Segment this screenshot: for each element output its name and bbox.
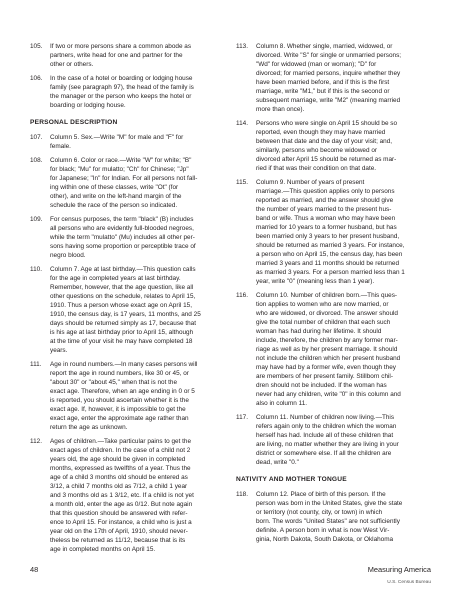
paragraph-text: Column 12. Place of birth of this person. If the person was born in the United States, give the state or territory (not county, city, or town) in which born. The words "United States" are not sufficiently definite. A person born in what is now West Vir- ginia, North Dakota, South Dakota, or Oklahoma	[256, 491, 403, 543]
paragraph-number: 118.	[236, 491, 248, 498]
paragraph-112	[30, 437, 225, 554]
paragraph-text: Column 9. Number of years of present marriage.—This question applies only to persons reported as married, and the answer should give the number of years married to the present hus- band or wife. Thus a woman who may have been married for 10 years to a former husband, but has been married only 3 years to her present husband, should be returned as married 3 years. For instance, a person who on April 15, the census day, has been married 3 years and 11 months should be returned as married 3 years. For a person married less than 1 year, write "0" (meaning less than 1 year).	[256, 179, 405, 285]
paragraph-text: Persons who were single on April 15 should be so reported, even though they may have married between that date and the day of your visit; and, similarly, persons who become widowed or divorced after April 15 should be returned as mar- ried if that was their condition on that date.	[256, 120, 398, 172]
right-column	[236, 42, 431, 549]
paragraph-number: 113.	[236, 43, 248, 50]
paragraph-115	[236, 178, 431, 286]
paragraph-text: Column 5. Sex.—Write "M" for male and "F" for female.	[50, 134, 184, 150]
paragraph-text: If two or more persons share a common abode as partners, write head for one and partner for the other or others.	[50, 43, 192, 68]
paragraph-105	[30, 42, 225, 69]
paragraph-106	[30, 74, 225, 110]
paragraph-number: 115.	[236, 179, 248, 186]
paragraph-number: 117.	[236, 414, 248, 421]
paragraph-text: In the case of a hotel or boarding or lodging house family (see paragraph 97), the head of the family is the manager or the person who keeps the hotel or boarding or lodging house.	[50, 75, 194, 109]
paragraph-text: Column 7. Age at last birthday.—This question calls for the age in completed years at last birthday. Remember, however, that the age question, like all other questions on the schedule, relates to April 15, 1910. Thus a person whose exact age on April 15, 1910, the census day, is 17 years, 11 months, and 25 days should be returned simply as 17, because that is his age at last birthday prior to April 15, although at the time of your visit he may have completed 18 years.	[50, 266, 201, 354]
paragraph-text: Column 10. Number of children born.—This ques- tion applies to women who are now married, or who are widowed, or divorced. The answer should give the total number of children that each such woman has had during her lifetime. It should include, therefore, the children by any former mar- riage as well as by her present marriage. It should not include the children which her present husband may have had by a former wife, even though they are members of her present family. Stillborn chil- dren should not be included. If the woman has never had any children, write "0" in this column and also in column 11.	[256, 292, 401, 407]
footer-subtitle: U.S. Census Bureau	[387, 580, 431, 585]
paragraph-116	[236, 291, 431, 408]
paragraph-109	[30, 215, 225, 260]
paragraph-text: Ages of children.—Take particular pains to get the exact ages of children. In the case of a child not 2 years old, the age should be given in completed months, expressed as twelfths of a year. Thus the age of a child 3 months old should be entered as 3/12, a child 7 months old as 7/12, a child 1 year and 3 months old as 1 3/12, etc. If a child is not yet a month old, enter the age as 0/12. But note again that this question should be answered with refer- ence to April 15. For instance, a child who is just a year old on the 17th of April, 1910, should never- theless be returned as 11/12, because that is its age in completed months on April 15.	[50, 438, 194, 553]
paragraph-number: 110.	[30, 266, 42, 273]
paragraph-107	[30, 133, 225, 151]
paragraph-number: 116.	[236, 292, 248, 299]
paragraph-108	[30, 156, 225, 210]
paragraph-number: 105.	[30, 43, 43, 50]
paragraph-110	[30, 265, 225, 355]
paragraph-number: 108.	[30, 157, 43, 164]
paragraph-number: 109.	[30, 216, 43, 223]
paragraph-number: 111.	[30, 361, 42, 368]
paragraph-text: For census purposes, the term "black" (B) includes all persons who are evidently full-blooded negroes, while the term "mulatto" (Mu) includes all other per- sons having some proportion or perceptible trace of negro blood.	[50, 216, 196, 259]
paragraph-text: Column 6. Color or race.—Write "W" for white; "B" for black; "Mu" for mulatto; "Ch" for Chinese; "Jp" for Japanese; "In" for Indian. For all persons not fall- ing within one of these classes, write "Ot" (for other), and write on the left-hand margin of the schedule the race of the person so indicated.	[50, 157, 198, 209]
paragraph-text: Column 8. Whether single, married, widowed, or divorced. Write "S" for single or unmarried persons; "Wd" for widowed (man or woman); "D" for divorced; for married persons, inquire whether they have been married before, and if this is the first marriage, write "M1," but if this is the second or subsequent marriage, write "M2" (meaning married more than once).	[256, 43, 402, 113]
paragraph-117	[236, 413, 431, 467]
paragraph-113	[236, 42, 431, 114]
paragraph-number: 112.	[30, 438, 42, 445]
paragraph-118	[236, 490, 431, 544]
paragraph-number: 107.	[30, 134, 43, 141]
paragraph-number: 106.	[30, 75, 43, 82]
footer-title: Measuring America	[367, 565, 431, 574]
section-heading-nativity: NATIVITY AND MOTHER TONGUE	[236, 476, 347, 483]
page-number: 48	[30, 565, 39, 574]
paragraph-text: Column 11. Number of children now living.—This refers again only to the children which the woman herself has had. Include all of these children that are living, no matter whether they are living in your district or somewhere else. If all the children are dead, write "0."	[256, 414, 399, 466]
paragraph-text: Age in round numbers.—In many cases persons will report the age in round numbers, like 30 or 45, or "about 30" or "about 45," when that is not the exact age. Therefore, when an age ending in 0 or 5 is reported, you should ascertain whether it is the exact age. If, however, it is impossible to get the exact age, enter the approximate age rather than return the age as unknown.	[50, 361, 198, 431]
section-heading-personal-description: PERSONAL DESCRIPTION	[30, 119, 118, 126]
paragraph-114	[236, 119, 431, 173]
paragraph-111	[30, 360, 225, 432]
left-column	[30, 42, 225, 559]
paragraph-number: 114.	[236, 120, 248, 127]
